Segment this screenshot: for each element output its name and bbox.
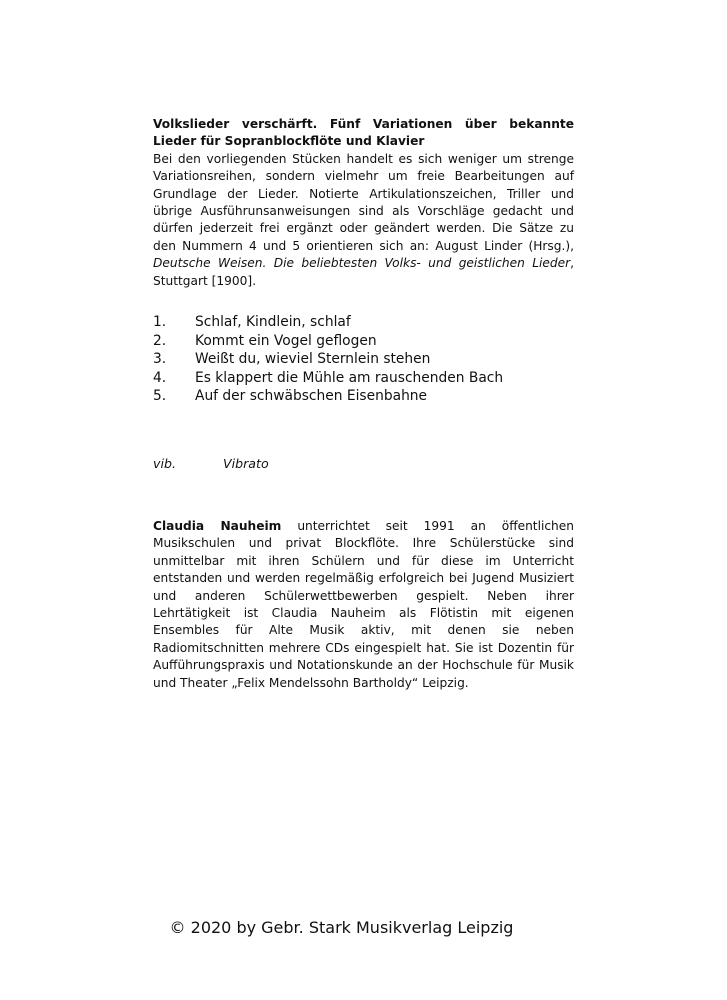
song-item xyxy=(153,369,573,388)
intro-paragraph xyxy=(153,151,574,290)
copyright-line xyxy=(0,917,727,939)
song-number: 5. xyxy=(153,388,167,405)
song-title: Schlaf, Kindlein, schlaf xyxy=(195,314,351,330)
intro-source-title: Deutsche Weisen. Die beliebtesten Volks- und geistlichen Lieder xyxy=(153,256,571,271)
song-item xyxy=(153,313,573,332)
copyright-text: © 2020 by Gebr. Stark Musikverlag Leipzig xyxy=(169,918,514,937)
abbreviation-meaning: Vibrato xyxy=(223,456,269,471)
song-list xyxy=(153,313,573,406)
song-title: Auf der schwäbschen Eisenbahne xyxy=(195,388,428,405)
author-name: Claudia Nauheim xyxy=(153,519,282,533)
song-title: Weißt du, wieviel Sternlein stehen xyxy=(195,351,431,368)
abbreviation-key: vib. xyxy=(153,456,176,471)
song-item xyxy=(153,350,573,369)
intro-text-part1: Bei den vorliegenden Stücken handelt es sich weniger um strenge Variationsreihen, sondern vielmehr um freie Bearbeitungen auf Grundlage der Lieder. Notierte Artikulationszeichen, Triller und übrige Ausführunsanweisungen sind als Vorschläge gedacht und dürfen jederzeit frei ergänzt oder geändert werden. Die Sätze zu den Nummern 4 und 5 orientieren sich an: August Linder (Hrsg.), xyxy=(153,151,574,253)
song-title: Kommt ein Vogel geflogen xyxy=(195,332,377,349)
song-item xyxy=(153,387,573,406)
work-title: Volkslieder verschärft. Fünf Variationen über bekannte Lieder für Sopranblockflöte und Klavier xyxy=(153,117,574,149)
song-number: 3. xyxy=(153,351,167,368)
song-title: Es klappert die Mühle am rauschenden Bach xyxy=(195,369,504,386)
song-number: 2. xyxy=(153,332,167,349)
author-bio-text: unterrichtet seit 1991 an öffentlichen Musikschulen und privat Blockflöte. Ihre Schülerstücke sind unmittelbar mit ihren Schülern und für diese im Unterricht entstanden und werden regelmäßig erfolgreich bei Jugend Musiziert und anderen Schülerwettbewerben gespielt. Neben ihrer Lehrtätigkeit ist Claudia Nauheim als Flötistin mit eigenen Ensembles für Alte Musik aktiv, mit denen sie neben Radiomitschnitten mehrere CDs eingespielt hat. Sie ist Dozentin für Aufführungspraxis und Notationskunde an der Hochschule für Musik und Theater „Felix Mendelssohn Bartholdy“ Leipzig. xyxy=(153,519,575,690)
abbreviation-entry xyxy=(153,455,269,472)
author-biography xyxy=(153,518,574,692)
intro-text-part2: , Stuttgart [1900]. xyxy=(153,256,574,288)
song-number: 4. xyxy=(153,369,167,386)
intro-section xyxy=(153,116,574,290)
song-number: 1. xyxy=(153,314,167,330)
song-item xyxy=(153,332,573,351)
